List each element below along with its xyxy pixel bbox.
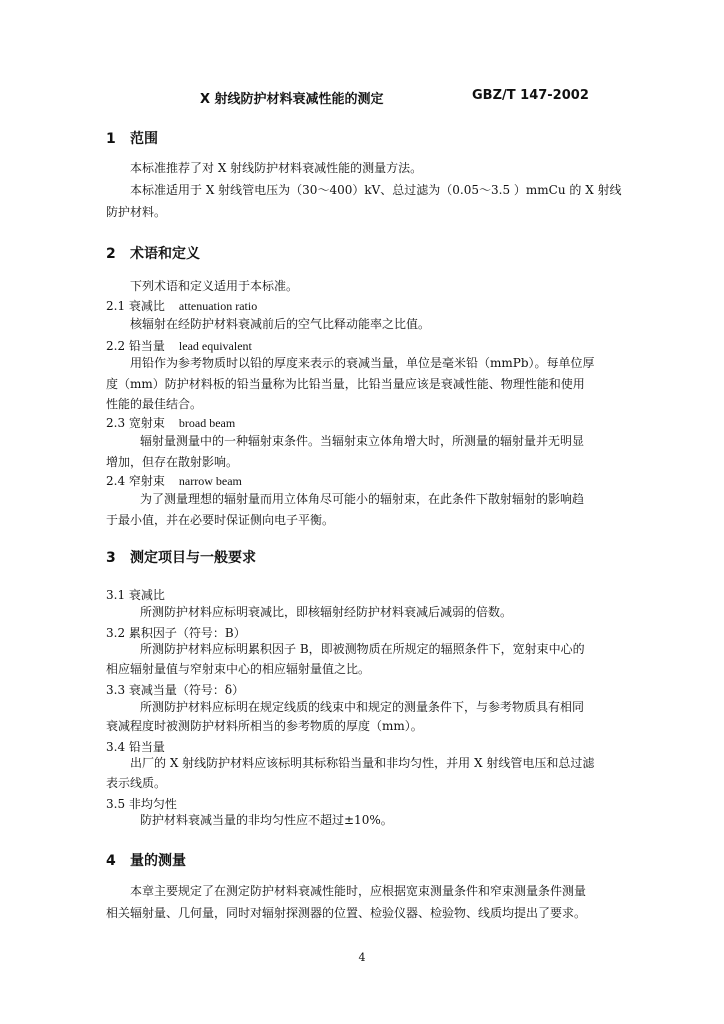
section-4-line-2: 相关辐射量、几何量，同时对辐射探测器的位置、检验仪器、检验物、线质均提出了要求。	[106, 906, 587, 920]
item-3-3: 3.3 衰减当量（符号：δ）	[106, 683, 245, 697]
term-2-3-line-2: 增加，但存在散射影响。	[106, 455, 239, 469]
section-1-line-3: 防护材料。	[106, 205, 167, 219]
term-2-4: 2.4 窄射束 narrow beam	[106, 474, 242, 488]
section-4-line-1: 本章主要规定了在测定防护材料衰减性能时，应根据宽束测量条件和窄束测量条件测量	[130, 884, 587, 898]
section-3-heading: 3 测定项目与一般要求	[106, 550, 256, 566]
item-3-5-text: 防护材料衰减当量的非均匀性应不超过±10%。	[140, 813, 393, 827]
item-3-2-line-1: 所测防护材料应标明累积因子 B，即被测物质在所规定的辐照条件下，宽射束中心的	[140, 642, 585, 656]
page-number: 4	[358, 951, 366, 964]
standard-code: GBZ/T 147-2002	[472, 88, 589, 103]
term-2-2: 2.2 铅当量 lead equivalent	[106, 339, 252, 353]
term-2-4-line-2: 于最小值，并在必要时保证侧向电子平衡。	[106, 513, 335, 527]
term-2-1: 2.1 衰减比 attenuation ratio	[106, 299, 258, 313]
item-3-4-line-1: 出厂的 X 射线防护材料应该标明其标称铅当量和非均匀性，并用 X 射线管电压和总过滤	[130, 756, 595, 770]
header-title: X 射线防护材料衰减性能的测定	[200, 92, 384, 107]
item-3-1: 3.1 衰减比	[106, 588, 165, 602]
section-1-line-1: 本标准推荐了对 X 射线防护材料衰减性能的测量方法。	[130, 161, 423, 175]
term-2-2-line-3: 性能的最佳结合。	[106, 397, 203, 411]
section-2-intro: 下列术语和定义适用于本标准。	[130, 279, 299, 293]
item-3-2: 3.2 累积因子（符号：B）	[106, 626, 246, 640]
section-1-heading: 1 范围	[106, 131, 158, 147]
item-3-3-line-2: 衰减程度时被测防护材料所相当的参考物质的厚度（mm）。	[106, 719, 423, 733]
item-3-5: 3.5 非均匀性	[106, 797, 177, 811]
item-3-4-line-2: 表示线质。	[106, 776, 167, 790]
section-1-line-2: 本标准适用于 X 射线管电压为（30～400）kV、总过滤为（0.05～3.5 ）mmCu 的 X 射线	[130, 183, 622, 197]
term-2-3: 2.3 宽射束 broad beam	[106, 416, 236, 430]
term-2-2-line-2: 度（mm）防护材料板的铅当量称为比铅当量，比铅当量应该是衰减性能、物理性能和使用	[106, 377, 585, 391]
term-2-3-line-1: 辐射量测量中的一种辐射束条件。当辐射束立体角增大时，所测量的辐射量并无明显	[140, 434, 585, 448]
item-3-3-line-1: 所测防护材料应标明在规定线质的线束中和规定的测量条件下，与参考物质具有相同	[140, 700, 585, 714]
section-2-heading: 2 术语和定义	[106, 246, 200, 262]
item-3-2-line-2: 相应辐射量值与窄射束中心的相应辐射量值之比。	[106, 662, 371, 676]
item-3-1-text: 所测防护材料应标明衰减比，即核辐射经防护材料衰减后减弱的倍数。	[140, 605, 513, 619]
term-2-4-line-1: 为了测量理想的辐射量而用立体角尽可能小的辐射束，在此条件下散射辐射的影响趋	[140, 492, 585, 506]
running-header	[0, 88, 724, 108]
term-2-1-text: 核辐射在经防护材料衰减前后的空气比释动能率之比值。	[130, 317, 431, 331]
term-2-2-line-1: 用铅作为参考物质时以铅的厚度来表示的衰减当量，单位是毫米铅（mmPb）。每单位厚	[130, 356, 595, 370]
item-3-4: 3.4 铅当量	[106, 740, 165, 754]
section-4-heading: 4 量的测量	[106, 853, 186, 869]
